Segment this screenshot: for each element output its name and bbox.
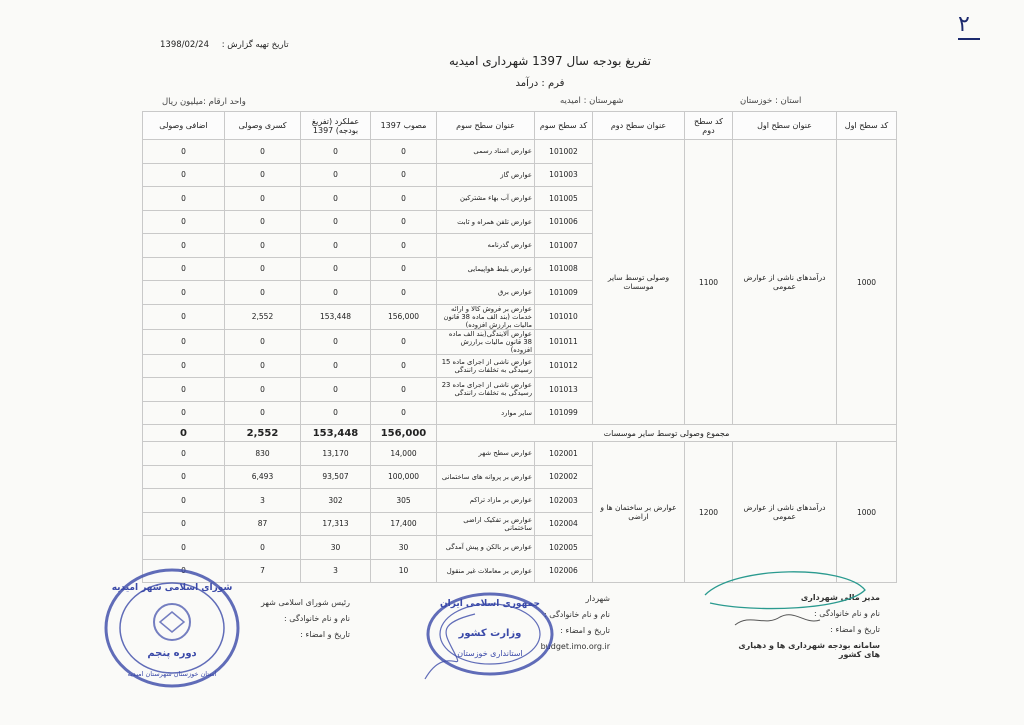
row-approved: 0 xyxy=(371,257,437,281)
row-deficit: 0 xyxy=(225,187,301,211)
group2-level1-code: 1000 xyxy=(837,442,897,583)
group2-level1-title: درآمدهای ناشی از عوارض عمومی xyxy=(733,442,837,583)
row-surplus: 0 xyxy=(143,401,225,425)
row-actual: 0 xyxy=(301,257,371,281)
row-actual: 17,313 xyxy=(301,512,371,536)
system-name: سامانه بودجه شهرداری ها و دهیاری های کشور xyxy=(738,641,880,659)
row-title: عوارض بر تفکیک اراضی ساختمانی xyxy=(437,512,535,536)
row-deficit: 0 xyxy=(225,378,301,402)
row-surplus: 0 xyxy=(143,489,225,513)
subtotal-row xyxy=(143,425,897,442)
subtotal-approved: 156,000 xyxy=(371,425,437,442)
row-deficit: 0 xyxy=(225,354,301,378)
group1-level2-code: 1100 xyxy=(685,140,733,425)
council-head-title: رئیس شورای اسلامی شهر xyxy=(261,598,350,607)
group1-level1-title: درآمدهای ناشی از عوارض عمومی xyxy=(733,140,837,425)
row-title: عوارض بر معاملات غیر منقول xyxy=(437,559,535,583)
ministry-stamp-top-text: جمهوری اسلامی ایران xyxy=(439,599,541,609)
ministry-stamp xyxy=(415,584,565,684)
council-stamp-mid-text: دوره پنجم xyxy=(147,648,197,659)
row-surplus: 0 xyxy=(143,257,225,281)
row-title: عوارض بلیط هواپیمایی xyxy=(437,257,535,281)
row-deficit: 0 xyxy=(225,234,301,258)
row-approved: 0 xyxy=(371,329,437,354)
row-title: عوارض برق xyxy=(437,281,535,305)
header-level2-title: عنوان سطح دوم xyxy=(593,112,685,140)
row-actual: 30 xyxy=(301,536,371,560)
subtotal-deficit: 2,552 xyxy=(225,425,301,442)
row-approved: 0 xyxy=(371,234,437,258)
council-stamp-bottom-text: استان خوزستان شهرستان امیدیه xyxy=(127,670,217,678)
row-title: عوارض آلایندگی(بند الف ماده 38 قانون مالیات برارزش افزوده) xyxy=(437,329,535,354)
council-date-label: تاریخ و امضاء : xyxy=(300,630,350,639)
row-deficit: 0 xyxy=(225,536,301,560)
row-code: 101011 xyxy=(535,329,593,354)
row-code: 102006 xyxy=(535,559,593,583)
row-code: 102005 xyxy=(535,536,593,560)
row-actual: 302 xyxy=(301,489,371,513)
row-surplus: 0 xyxy=(143,304,225,329)
website-link: budget.imo.org.ir xyxy=(540,642,610,651)
row-actual: 0 xyxy=(301,378,371,402)
row-approved: 0 xyxy=(371,140,437,164)
report-date xyxy=(150,40,289,50)
row-code: 101012 xyxy=(535,354,593,378)
group1-level2-title: وصولی توسط سایر موسسات xyxy=(593,140,685,425)
header-level1-code: کد سطح اول xyxy=(837,112,897,140)
row-surplus: 0 xyxy=(143,354,225,378)
header-level1-title: عنوان سطح اول xyxy=(733,112,837,140)
finance-date-label: تاریخ و امضاء : xyxy=(830,625,880,634)
row-title: عوارض سطح شهر xyxy=(437,442,535,466)
row-title: عوارض بر فروش کالا و ارائه خدمات (بند الف ماده 38 قانون مالیات برارزش افزوده) xyxy=(437,304,535,329)
row-actual: 0 xyxy=(301,354,371,378)
row-approved: 0 xyxy=(371,210,437,234)
header-deficit: کسری وصولی xyxy=(225,112,301,140)
row-deficit: 0 xyxy=(225,140,301,164)
council-stamp-top-text: شورای اسلامی شهر امیدیه xyxy=(111,583,233,593)
row-title: عوارض تلفن همراه و ثابت xyxy=(437,210,535,234)
group1-level1-code: 1000 xyxy=(837,140,897,425)
row-code: 101009 xyxy=(535,281,593,305)
row-code: 101099 xyxy=(535,401,593,425)
mayor-name-label: نام و نام خانوادگی : xyxy=(544,610,610,619)
row-approved: 10 xyxy=(371,559,437,583)
group2-level2-code: 1200 xyxy=(685,442,733,583)
row-code: 101008 xyxy=(535,257,593,281)
row-code: 102004 xyxy=(535,512,593,536)
row-title: عوارض ناشی از اجرای ماده 23 رسیدگی به تخلفات رانندگی xyxy=(437,378,535,402)
mayor-title: شهردار xyxy=(585,594,610,603)
row-actual: 0 xyxy=(301,234,371,258)
row-actual: 0 xyxy=(301,140,371,164)
row-deficit: 0 xyxy=(225,329,301,354)
group2-level2-title: عوارض بر ساختمان ها و اراضی xyxy=(593,442,685,583)
row-deficit: 0 xyxy=(225,281,301,305)
row-actual: 0 xyxy=(301,187,371,211)
header-actual: عملکرد (تفریغ بودجه) 1397 xyxy=(301,112,371,140)
row-deficit: 2,552 xyxy=(225,304,301,329)
row-approved: 0 xyxy=(371,378,437,402)
row-approved: 0 xyxy=(371,163,437,187)
row-approved: 100,000 xyxy=(371,465,437,489)
row-code: 101006 xyxy=(535,210,593,234)
finance-name-label: نام و نام خانوادگی : xyxy=(814,609,880,618)
row-code: 101002 xyxy=(535,140,593,164)
row-deficit: 0 xyxy=(225,401,301,425)
row-approved: 17,400 xyxy=(371,512,437,536)
council-name-label: نام و نام خانوادگی : xyxy=(284,614,350,623)
mayor-date-label: تاریخ و امضاء : xyxy=(560,626,610,635)
row-surplus: 0 xyxy=(143,378,225,402)
row-surplus: 0 xyxy=(143,512,225,536)
table-header-row xyxy=(143,112,897,140)
row-actual: 153,448 xyxy=(301,304,371,329)
row-actual: 0 xyxy=(301,329,371,354)
row-actual: 3 xyxy=(301,559,371,583)
row-actual: 93,507 xyxy=(301,465,371,489)
row-code: 101003 xyxy=(535,163,593,187)
table-row xyxy=(143,442,897,466)
row-surplus: 0 xyxy=(143,329,225,354)
council-stamp xyxy=(100,564,250,694)
unit-label: واحد ارقام :میلیون ریال xyxy=(162,97,246,107)
row-deficit: 0 xyxy=(225,257,301,281)
row-title: سایر موارد xyxy=(437,401,535,425)
row-title: عوارض بر بالکن و پیش آمدگی xyxy=(437,536,535,560)
row-surplus: 0 xyxy=(143,442,225,466)
row-approved: 156,000 xyxy=(371,304,437,329)
row-deficit: 0 xyxy=(225,210,301,234)
row-code: 102001 xyxy=(535,442,593,466)
row-surplus: 0 xyxy=(143,187,225,211)
finance-manager-title: مدیر مالی شهرداری xyxy=(800,593,880,602)
header-level2-code: کد سطح دوم xyxy=(685,112,733,140)
row-approved: 0 xyxy=(371,281,437,305)
row-actual: 0 xyxy=(301,210,371,234)
budget-table xyxy=(142,111,897,583)
row-code: 101007 xyxy=(535,234,593,258)
row-actual: 0 xyxy=(301,163,371,187)
province-label: استان : خوزستان xyxy=(740,96,802,106)
row-surplus: 0 xyxy=(143,140,225,164)
row-approved: 305 xyxy=(371,489,437,513)
row-title: عوارض ناشی از اجرای ماده 15 رسیدگی به تخلفات رانندگی xyxy=(437,354,535,378)
row-surplus: 0 xyxy=(143,234,225,258)
header-approved: مصوب 1397 xyxy=(371,112,437,140)
row-actual: 0 xyxy=(301,281,371,305)
row-code: 102003 xyxy=(535,489,593,513)
row-approved: 0 xyxy=(371,401,437,425)
row-actual: 0 xyxy=(301,401,371,425)
header-level3-title: عنوان سطح سوم xyxy=(437,112,535,140)
row-title: عوارض بر پروانه های ساختمانی xyxy=(437,465,535,489)
subtotal-actual: 153,448 xyxy=(301,425,371,442)
subtotal-surplus: 0 xyxy=(143,425,225,442)
row-deficit: 87 xyxy=(225,512,301,536)
row-approved: 14,000 xyxy=(371,442,437,466)
row-deficit: 0 xyxy=(225,163,301,187)
report-date-label: تاریخ تهیه گزارش : xyxy=(221,40,289,50)
row-approved: 0 xyxy=(371,354,437,378)
row-approved: 30 xyxy=(371,536,437,560)
header-surplus: اضافی وصولی xyxy=(143,112,225,140)
row-code: 101013 xyxy=(535,378,593,402)
row-title: عوارض گاز xyxy=(437,163,535,187)
row-title: عوارض گذرنامه xyxy=(437,234,535,258)
document-title: تفریغ بودجه سال 1397 شهرداری امیدیه xyxy=(448,54,652,68)
table-row xyxy=(143,140,897,164)
row-code: 101005 xyxy=(535,187,593,211)
row-actual: 13,170 xyxy=(301,442,371,466)
row-deficit: 6,493 xyxy=(225,465,301,489)
finance-signature-scribble xyxy=(695,565,875,645)
row-surplus: 0 xyxy=(143,210,225,234)
row-approved: 0 xyxy=(371,187,437,211)
report-date-value: 1398/02/24 xyxy=(160,40,209,50)
ministry-stamp-sub-text: استانداری خوزستان xyxy=(457,649,523,658)
row-code: 101010 xyxy=(535,304,593,329)
page-mark-underline xyxy=(958,38,980,40)
row-surplus: 0 xyxy=(143,465,225,489)
ministry-stamp-mid-text: وزارت کشور xyxy=(458,628,522,639)
form-name: فرم : درآمد xyxy=(515,78,565,89)
row-surplus: 0 xyxy=(143,281,225,305)
county-label: شهرستان : امیدیه xyxy=(560,96,624,106)
row-deficit: 7 xyxy=(225,559,301,583)
row-title: عوارض آب بهاء مشترکین xyxy=(437,187,535,211)
row-deficit: 3 xyxy=(225,489,301,513)
row-surplus: 0 xyxy=(143,559,225,583)
subtotal-label: مجموع وصولی توسط سایر موسسات xyxy=(437,425,897,442)
row-deficit: 830 xyxy=(225,442,301,466)
row-surplus: 0 xyxy=(143,536,225,560)
page-mark: ۲ xyxy=(958,12,970,37)
row-title: عوارض بر مازاد تراکم xyxy=(437,489,535,513)
row-code: 102002 xyxy=(535,465,593,489)
row-surplus: 0 xyxy=(143,163,225,187)
header-level3-code: کد سطح سوم xyxy=(535,112,593,140)
row-title: عوارض اسناد رسمی xyxy=(437,140,535,164)
